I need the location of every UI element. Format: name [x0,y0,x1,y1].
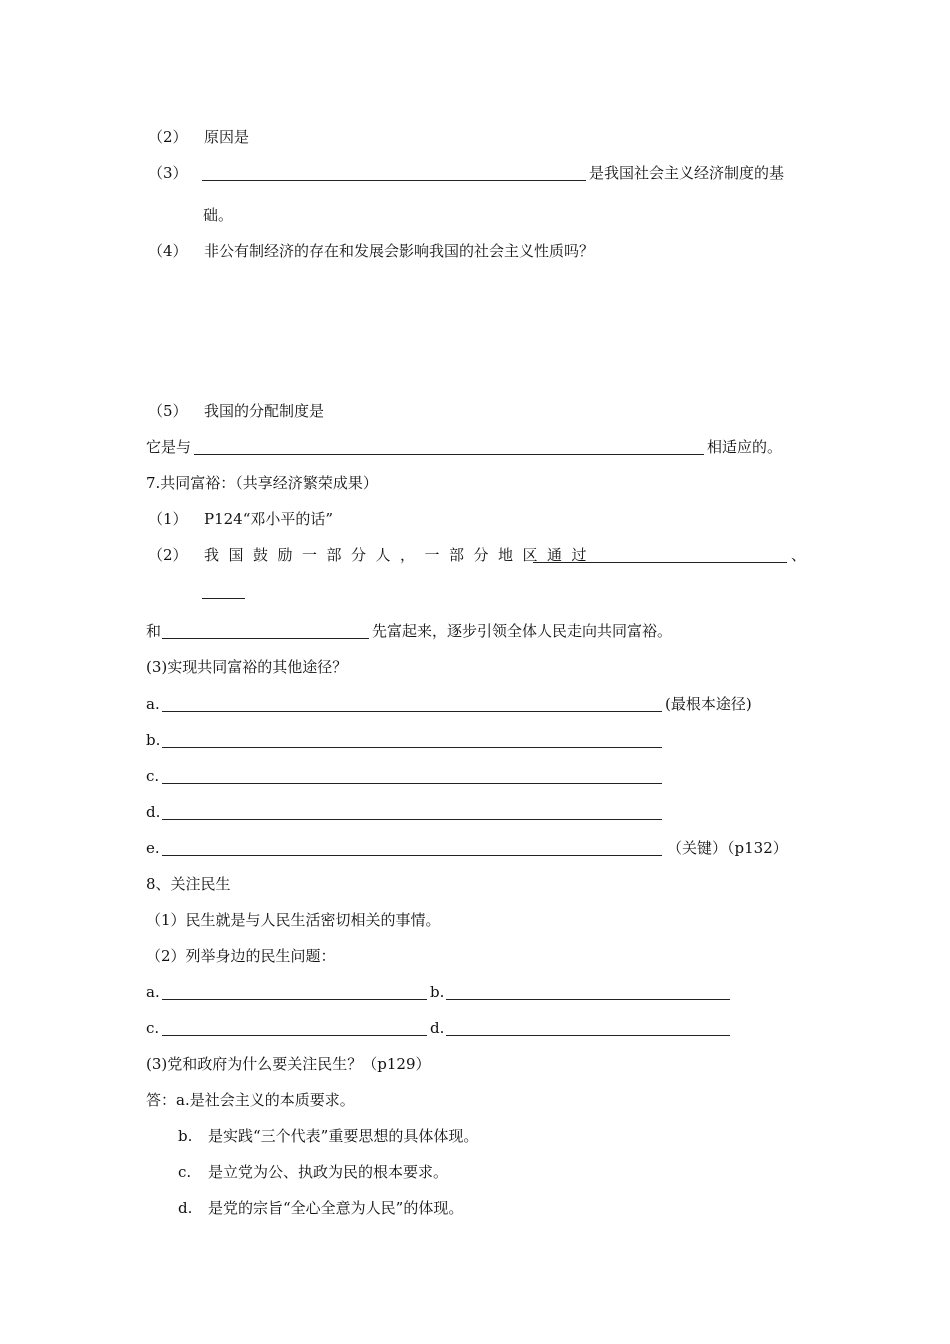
answer-blank[interactable] [446,1035,730,1036]
q7-item2 [148,545,596,565]
path-label-a: a. [146,695,160,713]
path-note-a: (最根本途径) [665,695,752,713]
answer-blank[interactable] [162,1035,427,1036]
answer-label: c. [178,1163,192,1181]
answer-blank[interactable] [162,638,369,639]
item-number: （2） [148,128,188,146]
answer-blank[interactable] [162,999,427,1000]
item-text: 我国鼓励一部分人，一部分地区通过 [204,546,597,564]
q7-item2-suffix: 先富起来，逐步引领全体人民走向共同富裕。 [372,622,673,640]
answer-d [178,1198,463,1218]
q8-item3: (3)党和政府为什么要关注民生？（p129） [146,1055,431,1073]
item-number: （2） [148,546,188,564]
q7-item2-separator: 、 [791,546,807,564]
q6-item5 [148,401,324,421]
answer-blank[interactable] [446,999,730,1000]
answer-blank[interactable] [202,180,586,181]
q8-item1: （1）民生就是与人民生活密切相关的事情。 [146,911,441,929]
answer-text: a.是社会主义的本质要求。 [176,1091,355,1109]
q7-item1 [148,509,333,529]
item-text: 我国的分配制度是 [204,402,325,420]
answer-b [178,1126,478,1146]
issue-label-c: c. [146,1019,160,1037]
item-number: （5） [148,402,188,420]
q8-item2: （2）列举身边的民生问题： [146,947,336,965]
item-number: （1） [148,510,188,528]
answer-blank[interactable] [194,454,704,455]
answer-blank[interactable] [162,711,662,712]
item-text: P124“邓小平的话” [204,510,334,528]
answer-blank[interactable] [533,562,787,563]
q6-item2 [148,127,249,147]
q6-item5-suffix: 相适应的。 [707,438,783,456]
path-label-c: c. [146,767,160,785]
answer-blank[interactable] [162,855,662,856]
q7-item2-prefix: 和 [146,622,162,640]
issue-label-a: a. [146,983,160,1001]
q8-title: 8、关注民生 [146,875,231,893]
q6-item3-text: 是我国社会主义经济制度的基 [589,164,785,182]
answer-text: 是实践“三个代表”重要思想的具体体现。 [208,1127,479,1145]
answer-text: 是党的宗旨“全心全意为人民”的体现。 [208,1199,464,1217]
q6-item4 [148,241,594,261]
answer-blank[interactable] [162,783,662,784]
issue-label-b: b. [430,983,445,1001]
answer-label: d. [178,1199,193,1217]
path-label-b: b. [146,731,161,749]
q6-item3 [148,163,204,183]
path-label-e: e. [146,839,160,857]
item-text: 非公有制经济的存在和发展会影响我国的社会主义性质吗？ [204,242,595,260]
q6-item5-prefix: 它是与 [146,438,192,456]
q7-item3: (3)实现共同富裕的其他途径？ [146,658,348,676]
answer-label: b. [178,1127,193,1145]
item-text: 原因是 [204,128,250,146]
item-number: （4） [148,242,188,260]
answer-c [178,1162,448,1182]
q6-item3-continuation: 础。 [203,206,234,224]
answer-blank[interactable] [162,747,662,748]
answer-blank[interactable] [202,598,245,599]
issue-label-d: d. [430,1019,445,1037]
q7-title: 7.共同富裕：（共享经济繁荣成果） [146,474,378,492]
path-label-d: d. [146,803,161,821]
answer-a [146,1090,355,1110]
answer-lead: 答： [146,1091,177,1109]
answer-text: 是立党为公、执政为民的根本要求。 [208,1163,449,1181]
path-note-e: （关键）（p132） [667,839,788,857]
item-number: （3） [148,164,188,182]
answer-blank[interactable] [162,819,662,820]
